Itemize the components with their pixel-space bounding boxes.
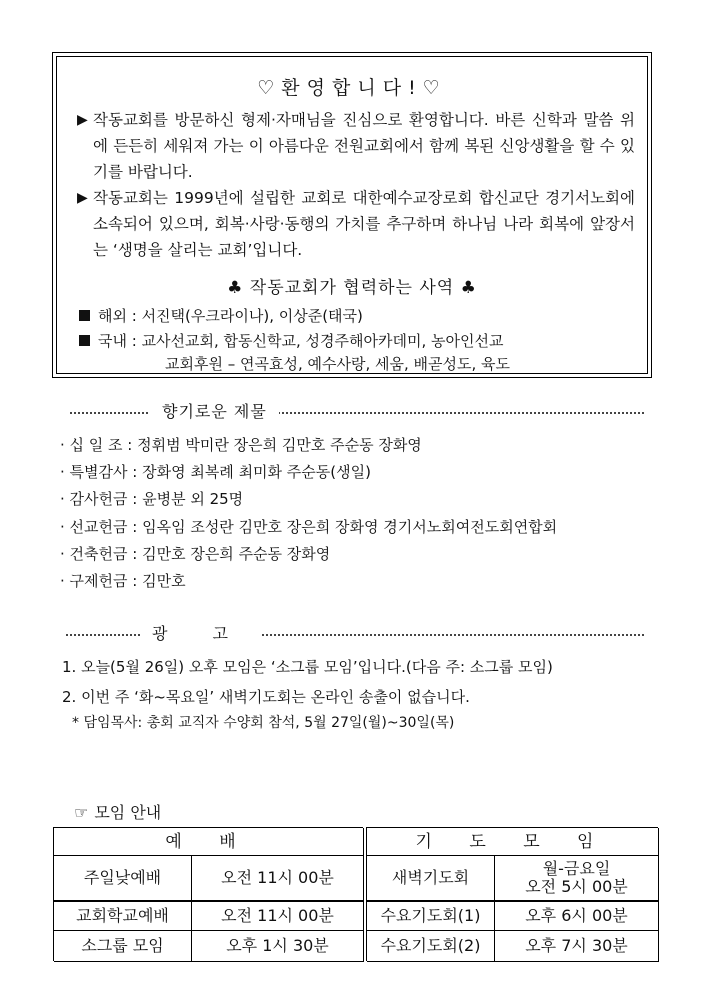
welcome-title: ♡환영합니다!♡	[257, 77, 447, 99]
offerings-section-title	[70, 399, 644, 421]
mission-overseas-text: 해외 : 서진택(우크라이나), 이상준(태국)	[98, 307, 363, 325]
notice-item-3: * 담임목사: 총회 교직자 수양회 참석, 5월 27일(월)~30일(목)	[72, 715, 455, 731]
welcome-inner-frame	[56, 56, 648, 374]
notice-item-2: 2. 이번 주 ‘화~목요일’ 새벽기도회는 온라인 송출이 없습니다.	[62, 688, 470, 706]
mission-title: ♣ 작동교회가 협력하는 사역 ♣	[227, 278, 477, 298]
notices-section-title	[66, 621, 644, 643]
prayer-time-3: 오후 7시 30분	[495, 931, 659, 962]
worship-time-1: 오전 11시 00분	[192, 856, 364, 902]
worship-table	[53, 827, 363, 961]
prayer-time-2: 오후 6시 00분	[495, 902, 659, 931]
prayer-time-1	[495, 856, 659, 902]
worship-name-2: 교회학교예배	[54, 902, 192, 931]
offering-row-tithe: · 십 일 조 : 정휘범 박미란 장은희 김만호 주순동 장화영	[60, 436, 422, 454]
welcome-paragraph-2-text: 작동교회는 1999년에 설립한 교회로 대한예수교장로회 합신교단 경기서노회에 소속되어 있으며, 회복·사랑·동행의 가치를 추구하며 하나님 나라 회복에 앞장서는 ‘생명을 살리는 교회’입니다.	[93, 189, 635, 259]
worship-header: 예 배	[54, 828, 364, 856]
worship-name-3: 소그룹 모임	[54, 931, 192, 962]
offering-row-thanks: · 감사헌금 : 윤병분 외 25명	[60, 490, 244, 509]
pointing-hand-icon: ☞	[74, 803, 89, 822]
welcome-paragraph-1	[77, 107, 635, 185]
prayer-time-1-days: 월-금요일	[542, 859, 611, 878]
worship-time-2: 오전 11시 00분	[192, 902, 364, 931]
square-bullet-icon	[79, 310, 90, 321]
notices-title: 광 고	[140, 621, 260, 644]
welcome-paragraph-2	[77, 185, 635, 263]
meeting-heading	[74, 800, 161, 823]
worship-name-1: 주일낮예배	[54, 856, 192, 902]
worship-time-3: 오후 1시 30분	[192, 931, 364, 962]
mission-domestic-support: 교회후원 – 연곡효성, 예수사랑, 세움, 배곧성도, 육도	[165, 355, 510, 373]
prayer-name-2: 수요기도회(1)	[367, 902, 495, 931]
welcome-paragraph-1-text: 작동교회를 방문하신 형제·자매님을 진심으로 환영합니다. 바른 신학과 말씀 위에 든든히 세워져 가는 이 아름다운 전원교회에서 함께 복된 신앙생활을 할 수 있기를 바랍니다.	[93, 111, 635, 181]
offering-row-special: · 특별감사 : 장화영 최복례 최미화 주순동(생일)	[60, 463, 371, 482]
offering-row-mission: · 선교헌금 : 임옥임 조성란 김만호 장은희 장화영 경기서노회여전도회연합회	[60, 517, 558, 536]
prayer-time-1-hour: 오전 5시 00분	[525, 877, 628, 896]
prayer-name-3: 수요기도회(2)	[367, 931, 495, 962]
notice-item-1: 1. 오늘(5월 26일) 오후 모임은 ‘소그룹 모임’입니다.(다음 주: 소그룹 모임)	[62, 658, 553, 676]
meeting-heading-text: 모임 안내	[94, 803, 162, 822]
offering-row-building: · 건축헌금 : 김만호 장은희 주순동 장화영	[60, 544, 331, 563]
mission-domestic	[79, 330, 503, 352]
prayer-table	[366, 827, 658, 961]
welcome-box	[52, 52, 652, 378]
square-bullet-icon	[79, 335, 90, 346]
prayer-header: 기 도 모 임	[367, 828, 659, 856]
prayer-name-1: 새벽기도회	[367, 856, 495, 902]
arrow-bullet-icon: ▶	[77, 190, 88, 206]
offering-row-relief: · 구제헌금 : 김만호	[60, 572, 186, 591]
offerings-title: 향기로운 제물	[150, 399, 279, 422]
mission-overseas	[79, 305, 363, 327]
offerings-list	[60, 432, 557, 595]
mission-domestic-text: 국내 : 교사선교회, 합동신학교, 성경주해아카데미, 농아인선교	[98, 332, 504, 350]
arrow-bullet-icon: ▶	[77, 112, 88, 128]
